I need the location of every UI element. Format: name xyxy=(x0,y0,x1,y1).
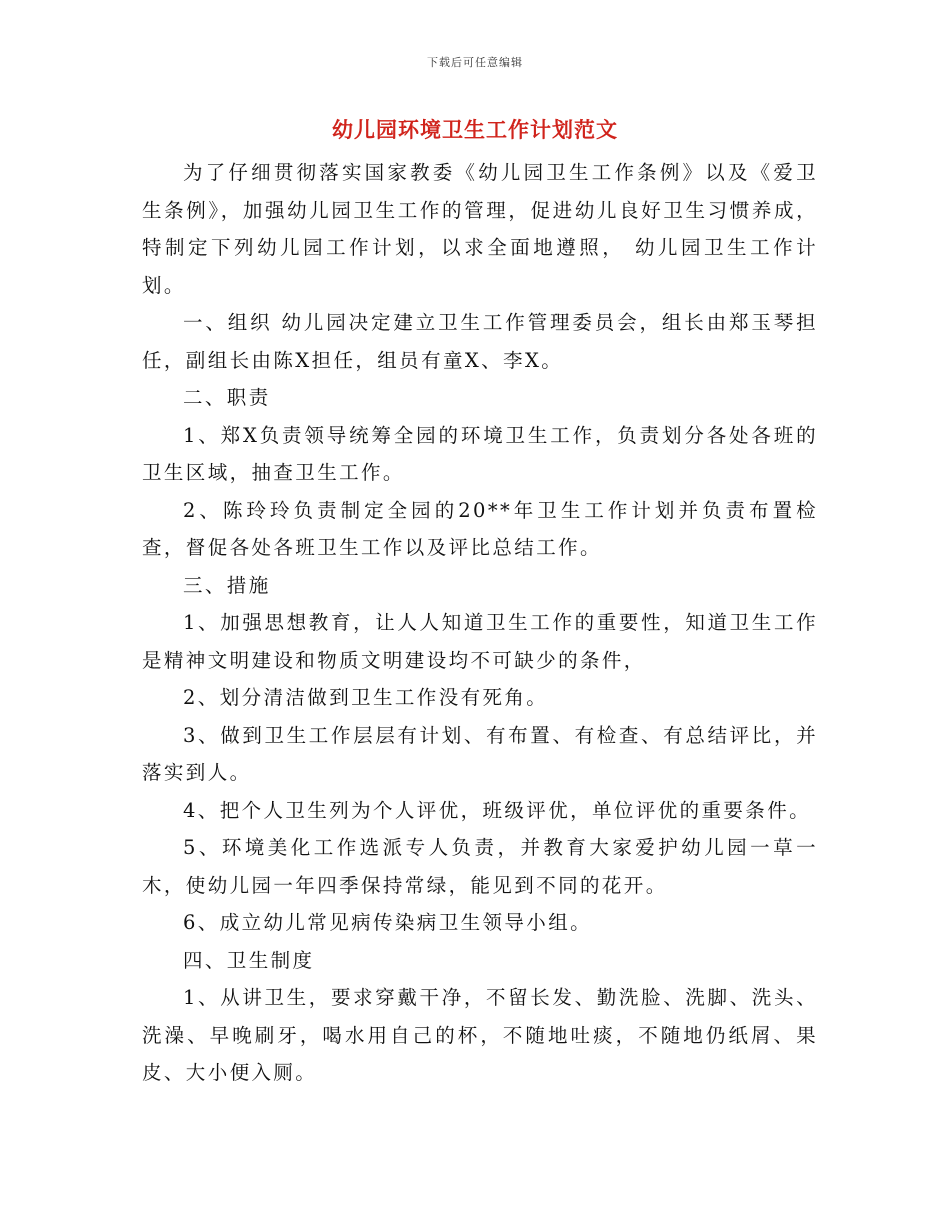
document-body xyxy=(142,154,818,1092)
paragraph: 2、陈玲玲负责制定全园的20**年卫生工作计划并负责布置检查，督促各处各班卫生工作以及评比总结工作。 xyxy=(142,498,818,559)
section-heading: 三、措施 xyxy=(183,573,271,597)
paragraph: 6、成立幼儿常见病传染病卫生领导小组。 xyxy=(183,911,593,934)
paragraph: 2、划分清洁做到卫生工作没有死角。 xyxy=(183,686,549,709)
header-note: 下载后可任意编辑 xyxy=(427,56,523,69)
paragraph: 4、把个人卫生列为个人评优，班级评优，单位评优的重要条件。 xyxy=(183,798,812,822)
paragraph: 3、做到卫生工作层层有计划、有布置、有检查、有总结评比，并落实到人。 xyxy=(142,723,818,784)
paragraph: 1、加强思想教育，让人人知道卫生工作的重要性，知道卫生工作是精神文明建设和物质文明建设均不可缺少的条件， xyxy=(142,611,818,672)
paragraph: 1、从讲卫生，要求穿戴干净，不留长发、勤洗脸、洗脚、洗头、洗澡、早晚刷牙，喝水用自己的杯，不随地吐痰，不随地仍纸屑、果皮、大小便入厕。 xyxy=(142,986,818,1084)
section-heading: 四、卫生制度 xyxy=(183,948,315,972)
paragraph: 一、组织 幼儿园决定建立卫生工作管理委员会，组长由郑玉琴担任，副组长由陈X担任，组员有童X、李X。 xyxy=(142,311,818,372)
paragraph: 1、郑X负责领导统筹全园的环境卫生工作，负责划分各处各班的卫生区域，抽查卫生工作。 xyxy=(142,423,818,484)
section-heading: 二、职责 xyxy=(183,386,271,409)
paragraph: 5、环境美化工作选派专人负责，并教育大家爱护幼儿园一草一木，使幼儿园一年四季保持常绿，能见到不同的花开。 xyxy=(142,836,818,897)
document-title: 幼儿园环境卫生工作计划范文 xyxy=(332,118,618,142)
paragraph: 为了仔细贯彻落实国家教委《幼儿园卫生工作条例》以及《爱卫生条例》，加强幼儿园卫生工作的管理，促进幼儿良好卫生习惯养成，特制定下列幼儿园工作计划，以求全面地遵照， 幼儿园卫生工作计划。 xyxy=(142,161,818,297)
